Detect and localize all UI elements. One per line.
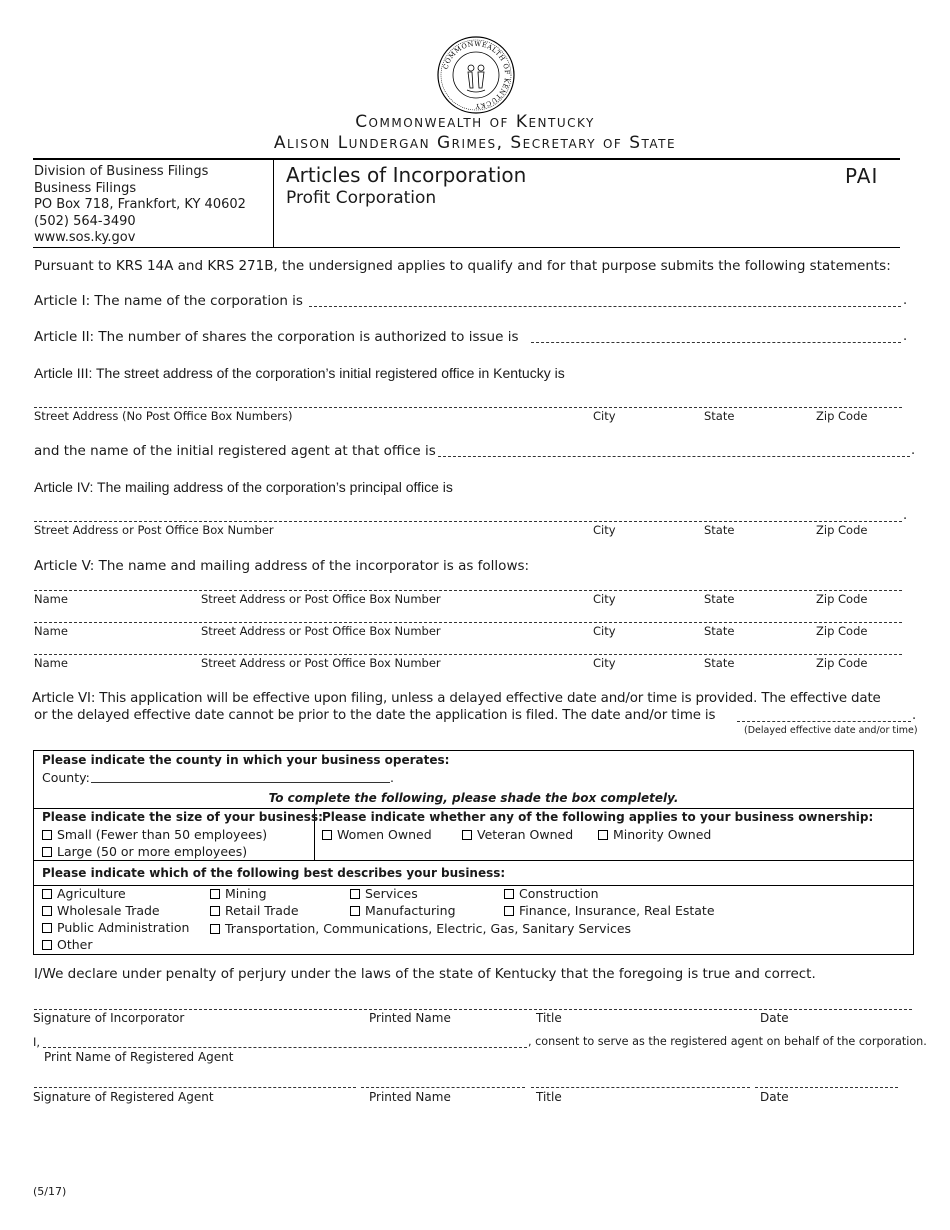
industry-question: Please indicate which of the following best describes your business: [42,866,506,880]
article-2-label: Article II: The number of shares the corporation is authorized to issue is [34,329,519,345]
box-divider [34,885,913,886]
agent-printed-name-line[interactable] [361,1087,525,1088]
city-label: City [593,656,616,670]
office-division: Division of Business Filings [34,164,209,179]
minority-owned-option[interactable]: Minority Owned [598,827,711,842]
period: . [390,770,394,785]
state-seal-icon [437,36,515,114]
consent-text: , consent to serve as the registered agent on behalf of the corporation. [528,1035,927,1048]
print-agent-label: Print Name of Registered Agent [44,1050,234,1064]
period: . [903,293,908,308]
checkbox[interactable] [210,924,220,934]
principal-office-address-field[interactable] [34,521,902,522]
header-rule-top [33,158,900,160]
header-line2: Alison Lundergan Grimes, Secretary of State [273,133,677,153]
printed-name-label: Printed Name [369,1011,451,1025]
name-label: Name [34,592,68,606]
street-label: Street Address (No Post Office Box Numbers) [34,409,293,423]
article-5-label: Article V: The name and mailing address of the incorporator is as follows: [34,558,530,574]
checkbox[interactable] [350,906,360,916]
checkbox[interactable] [210,889,220,899]
registered-agent-label: and the name of the initial registered agent at that office is [34,443,436,459]
title-label: Title [536,1011,562,1025]
article-6-line1: Article VI: This application will be effective upon filing, unless a delayed effective date and/or time is provided. The effective date [32,691,881,706]
size-large-option[interactable]: Large (50 or more employees) [42,844,247,859]
shade-note: To complete the following, please shade the box completely. [268,791,679,805]
article-1-label: Article I: The name of the corporation is [34,293,303,309]
women-owned-option[interactable]: Women Owned [322,827,432,842]
zip-label: Zip Code [816,523,868,537]
checkbox[interactable] [598,830,608,840]
checkbox[interactable] [42,923,52,933]
article-6-line2: or the delayed effective date cannot be prior to the date the application is filed. The date and/or time is [34,708,716,723]
office-phone: (502) 564-3490 [34,213,136,229]
size-small-option[interactable]: Small (Fewer than 50 employees) [42,827,267,842]
state-label: State [704,409,735,423]
article-4-label: Article IV: The mailing address of the corporation’s principal office is [34,479,453,495]
industry-retail-trade[interactable]: Retail Trade [210,903,299,918]
county-label: County: [42,770,90,785]
checkbox[interactable] [42,940,52,950]
header-rule-bottom [33,247,900,248]
city-label: City [593,592,616,606]
registered-agent-print-name-field[interactable] [43,1047,527,1048]
street-label: Street Address or Post Office Box Number [34,523,274,537]
period: . [912,708,917,723]
street-label: Street Address or Post Office Box Number [201,656,441,670]
office-unit: Business Filings [34,180,137,196]
office-address: PO Box 718, Frankfort, KY 40602 [34,197,246,212]
veteran-owned-option[interactable]: Veteran Owned [462,827,573,842]
industry-construction[interactable]: Construction [504,886,599,901]
city-label: City [593,624,616,638]
svg-text:COMMONWEALTH OF KENTUCKY [442,40,511,110]
checkbox[interactable] [504,906,514,916]
period: . [903,508,908,523]
header-line1: Commonwealth of Kentucky [355,112,595,132]
industry-finance[interactable]: Finance, Insurance, Real Estate [504,903,715,918]
sig-incorporator-label: Signature of Incorporator [33,1011,185,1025]
industry-wholesale-trade[interactable]: Wholesale Trade [42,903,160,918]
agent-date-line[interactable] [755,1087,898,1088]
business-info-box [33,750,914,955]
ownership-question: Please indicate whether any of the following applies to your business ownership: [322,810,874,824]
sig-agent-label: Signature of Registered Agent [33,1090,214,1104]
effective-date-note: (Delayed effective date and/or time) [744,725,918,736]
zip-label: Zip Code [816,656,868,670]
consent-prefix: I, [33,1035,41,1049]
form-title: Articles of Incorporation [286,163,527,187]
box-divider [34,860,913,861]
corporation-name-field[interactable] [309,306,901,307]
checkbox[interactable] [350,889,360,899]
incorporator-signature-line[interactable] [34,1009,912,1010]
date-label: Date [760,1090,789,1104]
street-label: Street Address or Post Office Box Number [201,624,441,638]
state-label: State [704,624,735,638]
incorporator-3-field[interactable] [34,654,902,655]
printed-name-label: Printed Name [369,1090,451,1104]
county-question: Please indicate the county in which your business operates: [42,753,450,767]
incorporator-2-field[interactable] [34,622,902,623]
registered-office-address-field[interactable] [34,407,902,408]
city-label: City [593,523,616,537]
zip-label: Zip Code [816,592,868,606]
zip-label: Zip Code [816,624,868,638]
period: . [911,443,916,458]
checkbox[interactable] [42,830,52,840]
registered-agent-name-field[interactable] [438,456,910,457]
state-label: State [704,656,735,670]
city-label: City [593,409,616,423]
agent-title-line[interactable] [531,1087,750,1088]
intro-text: Pursuant to KRS 14A and KRS 271B, the undersigned applies to qualify and for that purpose submits the following statements: [34,258,891,274]
industry-other[interactable]: Other [42,937,93,952]
industry-mining[interactable]: Mining [210,886,267,901]
office-website[interactable]: www.sos.ky.gov [34,230,136,245]
period: . [903,329,908,344]
state-label: State [704,592,735,606]
industry-agriculture[interactable]: Agriculture [42,886,126,901]
industry-services[interactable]: Services [350,886,418,901]
street-label: Street Address or Post Office Box Number [201,592,441,606]
revision-label: (5/17) [33,1185,67,1198]
zip-label: Zip Code [816,409,868,423]
checkbox[interactable] [42,906,52,916]
checkbox[interactable] [322,830,332,840]
name-label: Name [34,656,68,670]
checkbox[interactable] [210,906,220,916]
form-subtitle: Profit Corporation [286,188,437,208]
office-block [34,164,246,247]
form-code: PAI [845,164,879,188]
checkbox[interactable] [42,847,52,857]
seal-lettering: COMMONWEALTH OF KENTUCKY [441,39,512,111]
checkbox[interactable] [462,830,472,840]
industry-manufacturing[interactable]: Manufacturing [350,903,456,918]
name-label: Name [34,624,68,638]
checkbox[interactable] [42,889,52,899]
authorized-shares-field[interactable] [531,342,901,343]
date-label: Date [760,1011,789,1025]
article-3-label: Article III: The street address of the corporation’s initial registered office in Kentucky is [34,365,565,381]
header-divider [273,158,274,247]
effective-date-field[interactable] [737,721,911,722]
checkbox[interactable] [504,889,514,899]
agent-signature-line[interactable] [34,1087,356,1088]
state-label: State [704,523,735,537]
size-question: Please indicate the size of your business: [42,810,323,824]
title-label: Title [536,1090,562,1104]
county-field[interactable] [91,782,390,783]
box-divider [34,808,913,809]
industry-public-administration[interactable]: Public Administration [42,920,189,935]
industry-transportation[interactable]: Transportation, Communications, Electric, Gas, Sanitary Services [210,921,631,936]
incorporator-1-field[interactable] [34,590,902,591]
declaration-text: I/We declare under penalty of perjury under the laws of the state of Kentucky that the foregoing is true and correct. [34,966,816,982]
